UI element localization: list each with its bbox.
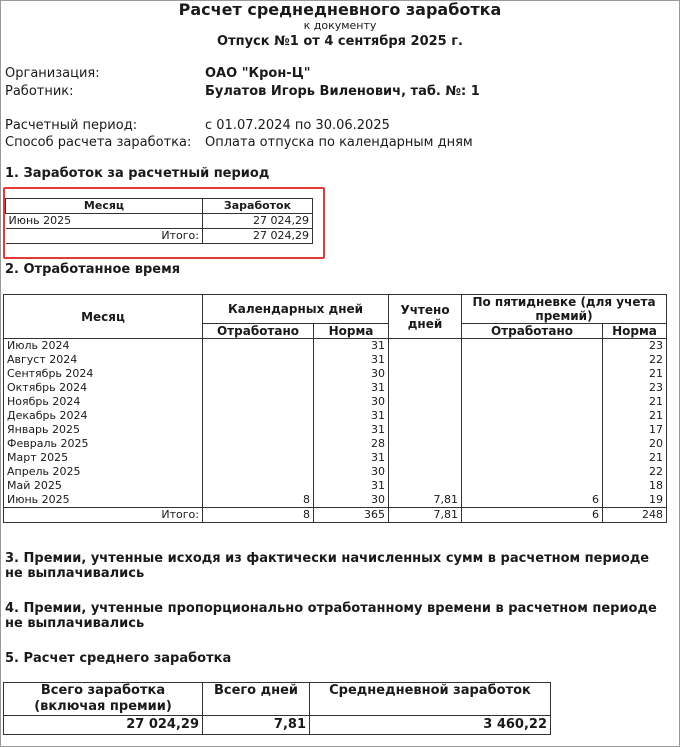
total-label: Итого: <box>4 508 203 523</box>
table-row <box>4 479 667 493</box>
table-row <box>6 214 313 229</box>
cell-month: Август 2024 <box>4 353 203 367</box>
worked-time-table <box>3 294 667 523</box>
cell-fn: 20 <box>603 437 667 451</box>
row-earned: 27 024,29 <box>203 214 313 229</box>
col-norm: Норма <box>314 324 389 339</box>
table-row <box>4 423 667 437</box>
col-average: Среднедневной заработок <box>310 683 551 716</box>
table-row <box>4 493 667 508</box>
table-row <box>4 395 667 409</box>
earnings-table <box>5 198 313 244</box>
total-row <box>6 229 313 244</box>
cell-norm: 31 <box>314 451 389 465</box>
cell-worked <box>203 451 314 465</box>
cell-counted <box>389 423 462 437</box>
org-value: ОАО "Крон-Ц" <box>205 66 311 81</box>
cell-fn: 19 <box>603 493 667 508</box>
total-counted: 7,81 <box>389 508 462 523</box>
table-row <box>4 367 667 381</box>
method-value: Оплата отпуска по календарным дням <box>205 135 473 150</box>
cell-worked <box>203 395 314 409</box>
cell-month: Январь 2025 <box>4 423 203 437</box>
col-month: Месяц <box>4 295 203 339</box>
cell-counted <box>389 451 462 465</box>
section4-title: 4. Премии, учтенные пропорционально отработанному времени в расчетном периоде не выплачивались <box>5 601 657 631</box>
cell-counted <box>389 437 462 451</box>
total-worked: 8 <box>203 508 314 523</box>
average-earnings-table <box>3 682 551 735</box>
cell-norm: 31 <box>314 479 389 493</box>
cell-fw <box>462 465 603 479</box>
cell-norm: 30 <box>314 367 389 381</box>
total-days-value: 7,81 <box>203 716 310 735</box>
col-total-days: Всего дней <box>203 683 310 716</box>
cell-fw <box>462 381 603 395</box>
cell-fn: 21 <box>603 409 667 423</box>
cell-norm: 31 <box>314 381 389 395</box>
total-fw: 6 <box>462 508 603 523</box>
total-value: 27 024,29 <box>203 229 313 244</box>
col-worked: Отработано <box>203 324 314 339</box>
cell-fn: 23 <box>603 339 667 354</box>
average-value: 3 460,22 <box>310 716 551 735</box>
cell-month: Ноябрь 2024 <box>4 395 203 409</box>
cell-fw <box>462 367 603 381</box>
cell-month: Июль 2024 <box>4 339 203 354</box>
cell-month: Февраль 2025 <box>4 437 203 451</box>
cell-counted <box>389 367 462 381</box>
period-label: Расчетный период: <box>5 118 138 133</box>
org-label: Организация: <box>5 66 100 81</box>
col-counted: Учтено дней <box>389 295 462 339</box>
cell-fw <box>462 437 603 451</box>
cell-month: Апрель 2025 <box>4 465 203 479</box>
document-reference: Отпуск №1 от 4 сентября 2025 г. <box>217 34 463 49</box>
cell-month: Май 2025 <box>4 479 203 493</box>
total-earnings-value: 27 024,29 <box>4 716 203 735</box>
method-label: Способ расчета заработка: <box>5 135 192 150</box>
col-fiveday-worked: Отработано <box>462 324 603 339</box>
cell-month: Сентябрь 2024 <box>4 367 203 381</box>
cell-fw: 6 <box>462 493 603 508</box>
cell-fn: 21 <box>603 367 667 381</box>
cell-fn: 22 <box>603 465 667 479</box>
cell-month: Июнь 2025 <box>4 493 203 508</box>
cell-fw <box>462 409 603 423</box>
cell-norm: 31 <box>314 339 389 354</box>
cell-worked <box>203 437 314 451</box>
col-fiveday: По пятидневке (для учета премий) <box>462 295 667 324</box>
table-row <box>4 451 667 465</box>
cell-worked: 8 <box>203 493 314 508</box>
table-row <box>4 437 667 451</box>
cell-worked <box>203 353 314 367</box>
cell-fn: 21 <box>603 395 667 409</box>
cell-counted <box>389 353 462 367</box>
cell-fn: 17 <box>603 423 667 437</box>
cell-norm: 30 <box>314 493 389 508</box>
col-fiveday-norm: Норма <box>603 324 667 339</box>
col-calendar: Календарных дней <box>203 295 389 324</box>
col-month: Месяц <box>6 199 203 214</box>
cell-worked <box>203 339 314 354</box>
cell-counted <box>389 465 462 479</box>
cell-month: Март 2025 <box>4 451 203 465</box>
cell-month: Декабрь 2024 <box>4 409 203 423</box>
cell-worked <box>203 465 314 479</box>
total-label: Итого: <box>6 229 203 244</box>
row-month: Июнь 2025 <box>6 214 203 229</box>
cell-norm: 28 <box>314 437 389 451</box>
cell-norm: 31 <box>314 423 389 437</box>
cell-worked <box>203 423 314 437</box>
cell-norm: 30 <box>314 395 389 409</box>
cell-fw <box>462 423 603 437</box>
table-row <box>4 465 667 479</box>
cell-counted <box>389 381 462 395</box>
cell-worked <box>203 367 314 381</box>
total-norm: 365 <box>314 508 389 523</box>
cell-month: Октябрь 2024 <box>4 381 203 395</box>
cell-fn: 21 <box>603 451 667 465</box>
table-row <box>4 409 667 423</box>
section2-title: 2. Отработанное время <box>5 262 181 277</box>
cell-counted <box>389 479 462 493</box>
cell-fw <box>462 395 603 409</box>
section3-title: 3. Премии, учтенные исходя из фактически начисленных сумм в расчетном периоде не выплачивались <box>5 551 650 581</box>
worker-value: Булатов Игорь Виленович, таб. №: 1 <box>205 84 480 99</box>
cell-fw <box>462 451 603 465</box>
cell-fn: 18 <box>603 479 667 493</box>
total-row <box>4 508 667 523</box>
table-row <box>4 353 667 367</box>
table-row <box>4 339 667 354</box>
cell-worked <box>203 409 314 423</box>
section1-title: 1. Заработок за расчетный период <box>5 166 270 181</box>
cell-counted <box>389 409 462 423</box>
total-fn: 248 <box>603 508 667 523</box>
table-row <box>4 381 667 395</box>
page-title: Расчет среднедневного заработка <box>178 0 502 19</box>
cell-fn: 23 <box>603 381 667 395</box>
cell-counted <box>389 395 462 409</box>
cell-fn: 22 <box>603 353 667 367</box>
cell-fw <box>462 353 603 367</box>
worker-label: Работник: <box>5 84 74 99</box>
cell-worked <box>203 479 314 493</box>
section5-title: 5. Расчет среднего заработка <box>5 651 232 666</box>
cell-worked <box>203 381 314 395</box>
cell-norm: 30 <box>314 465 389 479</box>
cell-fw <box>462 479 603 493</box>
col-earned: Заработок <box>203 199 313 214</box>
period-value: с 01.07.2024 по 30.06.2025 <box>205 118 390 133</box>
cell-fw <box>462 339 603 354</box>
cell-counted: 7,81 <box>389 493 462 508</box>
page-subtitle: к документу <box>303 19 377 32</box>
cell-counted <box>389 339 462 354</box>
cell-norm: 31 <box>314 409 389 423</box>
cell-norm: 31 <box>314 353 389 367</box>
table-row <box>4 716 551 735</box>
col-total-earnings: Всего заработка (включая премии) <box>4 683 203 716</box>
